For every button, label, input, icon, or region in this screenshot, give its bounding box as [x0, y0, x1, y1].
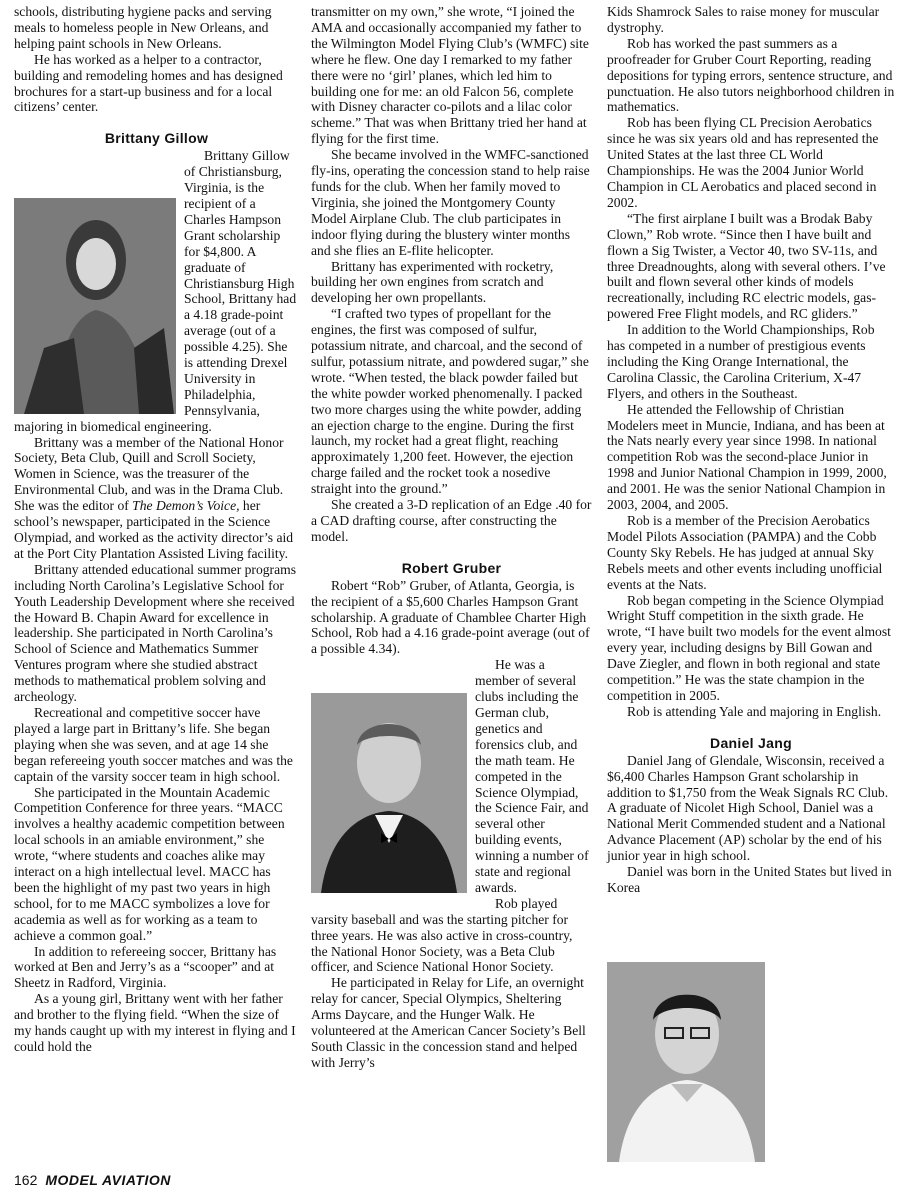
paragraph: Rob has worked the past summers as a proofreader for Gruber Court Reporting, reading depositions for typing errors, sentence structure, and punctuation. He also tutors neighborhood children in mathematics. [607, 35, 895, 115]
portrait-image [607, 962, 765, 1162]
paragraph: Rob began competing in the Science Olympiad Wright Stuff competition in the sixth grade. He wrote, “I have built two models for the event almost every year, including designs by Bill Gowan and Dave Ziegler, and flown in both regional and state competition.” He was the state champion in the competition in 2005. [607, 592, 891, 703]
portrait-image [311, 693, 467, 893]
column-1 [14, 4, 299, 1055]
paragraph: Rob is a member of the Precision Aerobatics Model Pilots Association (PAMPA) and the Cobb County Sky Rebels. He has judged at annual Sky Rebels meets and other events including unofficial events at the Nats. [607, 513, 883, 592]
portrait-image [14, 198, 176, 414]
paragraph: She participated in the Mountain Academic Competition Conference for three years. “MACC involves a healthy academic competition between local schools in an amiable environment,” she wrote, “where students and coaches alike may interact on a high intellectual level. MACC has been the highlight of my past two years in high school, for to me MACC symbolizes a love for academia as well as for working as a team to achieve a common goal.” [14, 784, 285, 943]
photo-robert-gruber [311, 693, 467, 893]
paragraph: She created a 3-D replication of an Edge .40 for a CAD drafting course, after constructing the model. [311, 497, 592, 544]
text-span: her school’s newspaper, participated in the Science Olympiad, and worked as the activity director’s aid at the Port City Plantation Assisted Living facility. [14, 498, 294, 561]
section-heading-robert-gruber: Robert Gruber [401, 559, 502, 576]
paragraph: Rob is attending Yale and majoring in English. [627, 703, 882, 719]
paragraph: Kids Shamrock Sales to raise money for muscular dystrophy. [607, 4, 880, 35]
paragraph: He was a member of several clubs including the German club, genetics and forensics club, and the math team. He competed in the Science Olympiad, the Science Fair, and several other building events, winning a number of state and regional awards. [475, 657, 589, 895]
page-footer [14, 1172, 171, 1190]
photo-brittany-gillow [14, 198, 176, 414]
section-heading-daniel-jang: Daniel Jang [710, 734, 792, 751]
paragraph: schools, distributing hygiene packs and serving meals to homeless people in New Orleans, and helping paint schools in New Orleans. [14, 4, 272, 51]
paragraph: Robert “Rob” Gruber, of Atlanta, Georgia, is the recipient of a $5,600 Charles Hampson Grant scholarship. A graduate of Chamblee Charter High School, Rob had a 4.16 grade-point average (out of a possible 4.34). [311, 577, 590, 657]
paragraph: Recreational and competitive soccer have played a large part in Brittany’s life. She began playing when she was seven, and at age 14 she began refereeing youth soccer matches and was the captain of the varsity soccer team in high school. [14, 704, 293, 784]
paragraph: He attended the Fellowship of Christian Modelers meet in Muncie, Indiana, and has been at the Nats nearly every year since 1998. In national competition Rob was the second-place Junior in 1998 and Junior National Champion in 1999, 2000, and 2001. He was the senior National Champion in 2003, 2004, and 2005. [607, 401, 887, 513]
paragraph: In addition to refereeing soccer, Brittany has worked at Ben and Jerry’s as a “scooper” and at Sheetz in Radford, Virginia. [14, 943, 277, 991]
page-number: 162 [14, 1172, 38, 1188]
paragraph: Rob played varsity baseball and was the starting pitcher for three years. He was also active in cross-country, the National Honor Society, was a Beta Club officer, and Science National Honor Society. [311, 895, 573, 975]
newspaper-title: The Demon’s Voice, [132, 498, 240, 514]
paragraph [14, 435, 299, 562]
paragraph: As a young girl, Brittany went with her father and brother to the flying field. “When the size of my hands caught up with my interest in flying and I could hold the [14, 991, 296, 1054]
paragraph: He participated in Relay for Life, an overnight relay for cancer, Special Olympics, Sheltering Arms Daycare, and the Hunger Walk. He volunteered at the American Cancer Society’s Bell South Classic in the concession stand and helped with Jerry’s [311, 975, 586, 1070]
paragraph: Brittany attended educational summer programs including North Carolina’s Legislative School for Youth Leadership Development where she received the Howard B. Chapin Award for excellence in leadership. She participated in North Carolina’s School of Science and Mathematics Summer Ventures program where she studied abstract methods to mathematical problem solving and archeology. [14, 561, 296, 705]
paragraph: He has worked as a helper to a contractor, building and remodeling homes and has designed brochures for a start-up business and for a local citizens’ center. [14, 51, 283, 115]
paragraph: Daniel was born in the United States but lived in Korea [607, 864, 892, 895]
text-span: Brittany was a member of the National Honor Society, Beta Club, Quill and Scroll Society, Women in Science, was the treasurer of the Environmental Club, and was in the Drama Club. She was the editor of [14, 434, 284, 514]
section-heading-brittany-gillow: Brittany Gillow [104, 130, 209, 147]
paragraph: “The first airplane I built was a Brodak Baby Clown,” Rob wrote. “Since then I have built and flown a Sig Twister, a Vector 40, two SV-11s, and three Dreadnoughts, along with several others. I’ve built and flown several other kinds of models recreationally, including RC electric models, gas-powered Free Flight models, and RC gliders.” [607, 210, 886, 322]
paragraph: Rob has been flying CL Precision Aerobatics since he was six years old and has represented the United States at the last three CL World Championships. He was the 2004 Junior World Champion in CL Aerobatics and placed second in 2002. [607, 115, 879, 210]
column-3 [607, 4, 895, 896]
paragraph: “I crafted two types of propellant for the engines, the first was composed of sulfur, potassium nitrate, and charcoal, and the second of sulfur, potassium nitrate, and powdered sugar,” she wrote. “When tested, the black powder failed but the white powder worked phenomenally. I packed two more charges using the white powder, adding an ejection charge to the engine. During the first launch, my rocket had a great flight, reaching approximately 1,200 feet. However, the ejection charge failed and the rocket took a nosedive straight into the ground.” [311, 306, 589, 497]
paragraph: Brittany Gillow of Christiansburg, Virginia, is the recipient of a Charles Hampson Grant scholarship for $4,800. A graduate of Christiansburg High School, Brittany had a 4.18 grade-point average (out of a possible 4.25). She is attending Drexel University in Philadelphia, Pennsylvania, majoring in biomedical engineering. [14, 148, 297, 434]
paragraph: She became involved in the WMFC-sanctioned fly-ins, operating the concession stand to help raise funds for the club. When her family moved to Virginia, she joined the Montgomery County Model Airplane Club. The club participates in indoor flying during the blustery winter months and she flies an E-flite helicopter. [311, 147, 590, 258]
paragraph: transmitter on my own,” she wrote, “I joined the AMA and occasionally accompanied my father to the Wilmington Model Flying Club’s (WMFC) site where he flew. One day I remarked to my father there were no ‘girl’ planes, which led him to building one for me: an old Falcon 56, complete with Disney character co-pilots and a lilac color scheme.” That was when Brittany tried her hand at flying for the first time. [311, 4, 589, 147]
photo-daniel-jang [607, 962, 765, 1162]
column-2 [311, 4, 592, 1071]
paragraph: Daniel Jang of Glendale, Wisconsin, received a $6,400 Charles Hampson Grant scholarship in addition to $1,750 from the Weak Signals RC Club. A graduate of Nicolet High School, Daniel was a National Merit Commended student and a National Advance Placement (AP) scholar by the end of his junior year in high school. [607, 752, 889, 864]
paragraph: Brittany has experimented with rocketry, building her own engines from scratch and developing her own propellants. [311, 258, 554, 306]
magazine-name: MODEL AVIATION [45, 1172, 171, 1188]
paragraph: In addition to the World Championships, Rob has competed in a number of prestigious events including the King Orange International, the Carolina Classic, the Carolina Criterium, X-47 Flyers, and others in the Southeast. [607, 322, 875, 401]
